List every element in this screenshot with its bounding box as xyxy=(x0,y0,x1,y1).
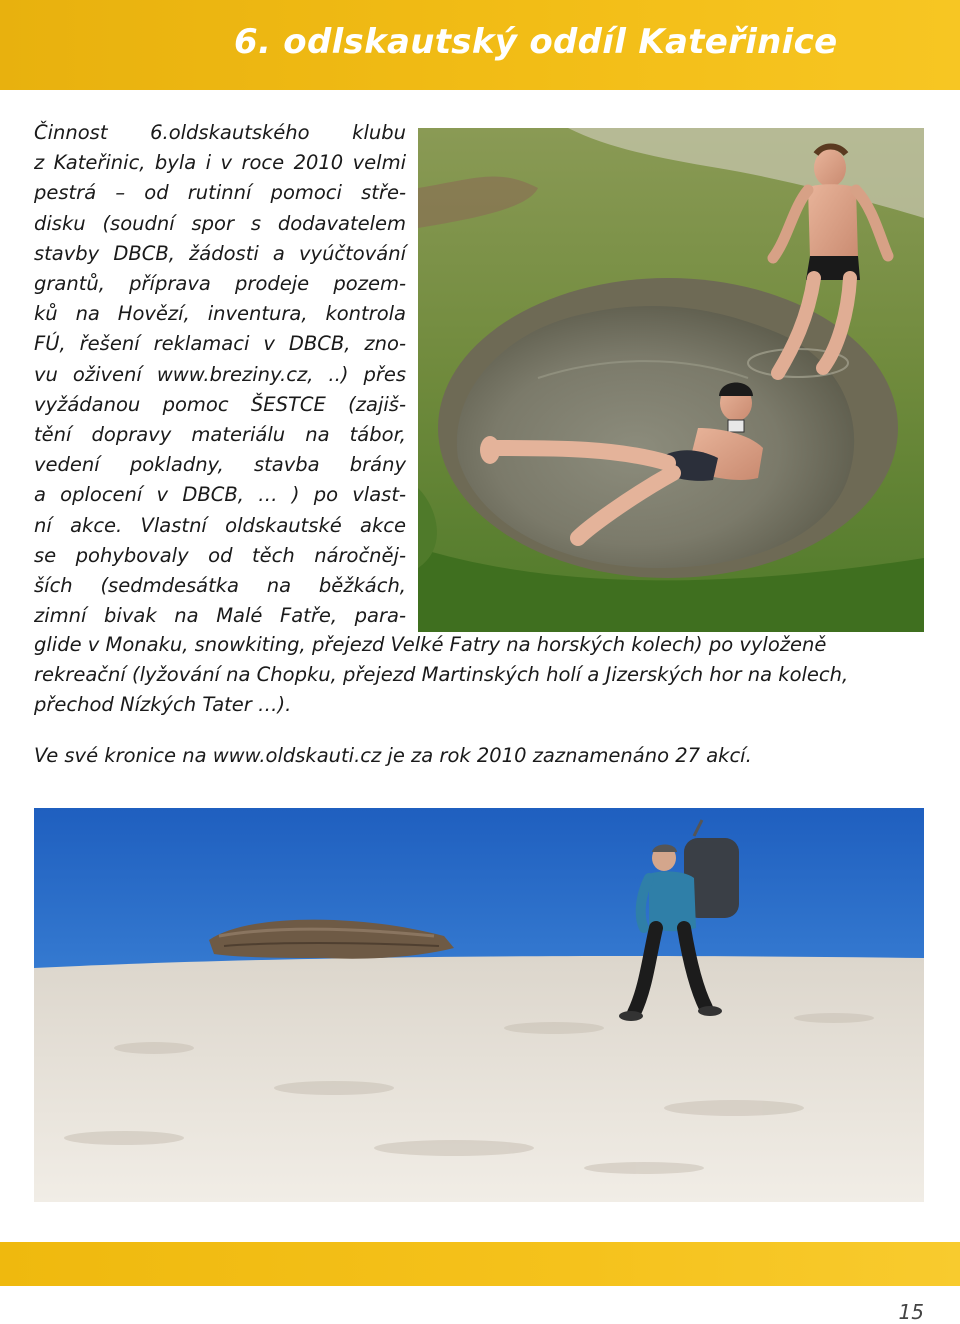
text-line: stavby DBCB, žádosti a vyúčtování xyxy=(34,241,406,265)
text-line: zimní bivak na Malé Fatře, para- xyxy=(34,604,406,628)
text-line: vu oživení www.breziny.cz, ..) přes xyxy=(34,362,406,386)
article-full-text xyxy=(34,630,926,721)
text-line: glide v Monaku, snowkiting, přejezd Velké Fatry na horských kolech) po vyloženě xyxy=(34,633,827,656)
footer-band xyxy=(0,1242,960,1286)
text-line: tění dopravy materiálu na tábor, xyxy=(34,423,406,447)
text-line: pestrá – od rutinní pomoci stře- xyxy=(34,181,406,205)
text-line: disku (soudní spor s dodavatelem xyxy=(34,211,406,235)
text-line: se pohybovaly od těch náročněj- xyxy=(34,543,406,567)
text-line: a oplocení v DBCB, … ) po vlast- xyxy=(34,483,406,507)
text-line: ších (sedmdesátka na běžkách, xyxy=(34,574,406,598)
header-band xyxy=(0,0,960,90)
text-line: vyžádanou pomoc ŠESTCE (zajiš- xyxy=(34,392,406,416)
text-line: ní akce. Vlastní oldskautské akce xyxy=(34,513,406,537)
text-line: vedení pokladny, stavba brány xyxy=(34,453,406,477)
text-line: FÚ, řešení reklamaci v DBCB, zno- xyxy=(34,332,406,356)
article-column-text xyxy=(34,118,406,631)
text-line: grantů, příprava prodeje pozem- xyxy=(34,272,406,296)
text-line: z Kateřinic, byla i v roce 2010 velmi xyxy=(34,151,406,175)
photo-snowy-hiker xyxy=(34,808,924,1202)
text-line: rekreační (lyžování na Chopku, přejezd Martinských holí a Jizerských hor na kolech, xyxy=(34,663,849,687)
text-line: ků na Hovězí, inventura, kontrola xyxy=(34,302,406,326)
page-title: 6. odlskautský oddíl Kateřinice xyxy=(234,22,838,62)
text-line: přechod Nízkých Tater …). xyxy=(34,693,292,717)
text-line: Činnost 6.oldskautského klubu xyxy=(34,121,406,144)
photo-mountain-pool xyxy=(418,128,924,632)
page-number: 15 xyxy=(898,1300,924,1324)
summary-text: Ve své kronice na www.oldskauti.cz je za rok 2010 zaznamenáno 27 akcí. xyxy=(34,744,752,767)
